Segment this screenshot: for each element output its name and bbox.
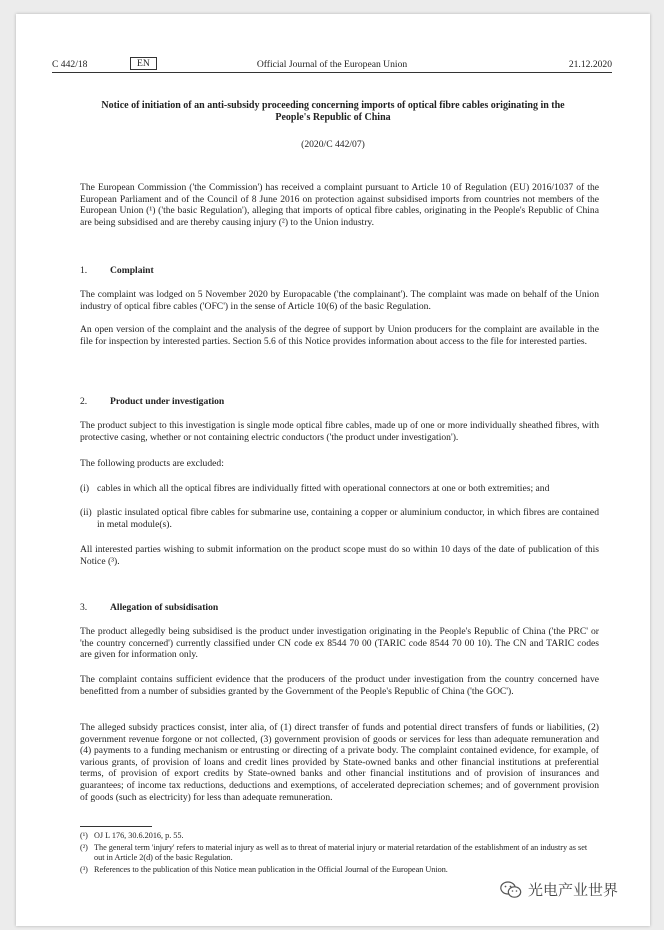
section-number: 1. bbox=[80, 265, 88, 276]
section-heading-complaint bbox=[80, 265, 154, 277]
journal-name: Official Journal of the European Union bbox=[256, 59, 408, 70]
watermark bbox=[500, 879, 618, 900]
wechat-icon bbox=[500, 881, 522, 899]
section-heading-subsidisation bbox=[80, 602, 218, 614]
watermark-text: 光电产业世界 bbox=[528, 881, 619, 899]
paragraph: The product subject to this investigation is single mode optical fibre cables, made up of one or more individually sheathed fibres, with protective casing, whether or not containing electric conductors ('the product under investigation'). bbox=[80, 420, 599, 443]
intro-paragraph: The European Commission ('the Commission') has received a complaint pursuant to Article 10 of Regulation (EU) 2016/1037 of the European Parliament and of the Council of 8 June 2016 on protection against subsidised imports from countries not members of the European Union (¹) ('the basic Regulation'), alleging that imports of optical fibre cables, originating in the People's Republic of China are being subsidised and are thereby causing injury (²) to the Union industry. bbox=[80, 182, 599, 228]
section-heading-product bbox=[80, 396, 224, 408]
document-page bbox=[16, 14, 650, 926]
journal-code: C 442/18 bbox=[52, 59, 88, 70]
section-title: Allegation of subsidisation bbox=[110, 602, 219, 613]
footnote-text: OJ L 176, 30.6.2016, p. 55. bbox=[94, 831, 184, 840]
journal-header bbox=[52, 58, 612, 73]
publication-date: 21.12.2020 bbox=[568, 59, 612, 70]
notice-reference: (2020/C 442/07) bbox=[301, 139, 365, 150]
paragraph: The complaint contains sufficient evidence that the producers of the product under investigation from the country concerned have benefitted from a number of subsidies granted by the Government of the People's Republic of China ('the GOC'). bbox=[80, 674, 599, 697]
paragraph: An open version of the complaint and the analysis of the degree of support by Union producers for the complaint are available in the file for inspection by interested parties. Section 5.6 of this Notice provides information about access to the file for interested parties. bbox=[80, 324, 599, 347]
notice-title: Notice of initiation of an anti-subsidy proceeding concerning imports of optical fibre cables originating in the People's Republic of China bbox=[101, 100, 565, 123]
footnote-divider bbox=[80, 826, 152, 827]
footnote-marker: (²) bbox=[80, 843, 88, 852]
list-text: cables in which all the optical fibres are individually fitted with operational connectors at one or both extremities; and bbox=[97, 483, 550, 494]
footnote-marker: (¹) bbox=[80, 831, 88, 840]
paragraph: The following products are excluded: bbox=[80, 458, 224, 469]
section-title: Complaint bbox=[110, 265, 154, 276]
footnote-text: The general term 'injury' refers to material injury as well as to threat of material injury or material retardation of the establishment of an industry as set out in Article 2(d) of the basic Regulation. bbox=[94, 843, 588, 862]
language-badge: EN bbox=[130, 57, 157, 70]
list-marker: (i) bbox=[80, 483, 90, 494]
paragraph: All interested parties wishing to submit information on the product scope must do so within 10 days of the date of publication of this Notice (³). bbox=[80, 544, 599, 567]
section-number: 2. bbox=[80, 396, 88, 407]
section-title: Product under investigation bbox=[110, 396, 225, 407]
list-text: plastic insulated optical fibre cables for submarine use, containing a copper or aluminium conductor, in which fibres are contained in metal module(s). bbox=[97, 507, 599, 530]
paragraph: The complaint was lodged on 5 November 2020 by Europacable ('the complainant'). The complaint was made on behalf of the Union industry of optical fibre cables ('OFC') in the sense of Article 10(6) of the basic Regulation. bbox=[80, 289, 599, 312]
footnote-text: References to the publication of this Notice mean publication in the Official Journal of the European Union. bbox=[94, 865, 448, 874]
list-marker: (ii) bbox=[80, 507, 92, 518]
paragraph: The alleged subsidy practices consist, inter alia, of (1) direct transfer of funds and potential direct transfers of funds or liabilities, (2) government revenue forgone or not collected, (3) government provision of goods or services for less than adequate remuneration and (4) payments to a funding mechanism or entrusting or directing of a private body. The complaint contained evidence, for example, of various grants, of provision of loans and credit lines provided by State-owned banks and other financial institutions at preferential terms, of provision of export credits by State-owned banks and other financial institutions and of provision of insurances and guarantees; of income tax reductions, deductions and exemptions, of accelerated depreciation schemes; and of government provision of goods (such as electricity) for less than adequate remuneration. bbox=[80, 722, 599, 803]
paragraph: The product allegedly being subsidised is the product under investigation originating in the People's Republic of China ('the PRC' or 'the country concerned') currently classified under CN code ex 8544 70 00 (TARIC code 8544 70 00 10). The CN and TARIC codes are given for information only. bbox=[80, 626, 599, 661]
section-number: 3. bbox=[80, 602, 88, 613]
footnote-marker: (³) bbox=[80, 865, 88, 874]
